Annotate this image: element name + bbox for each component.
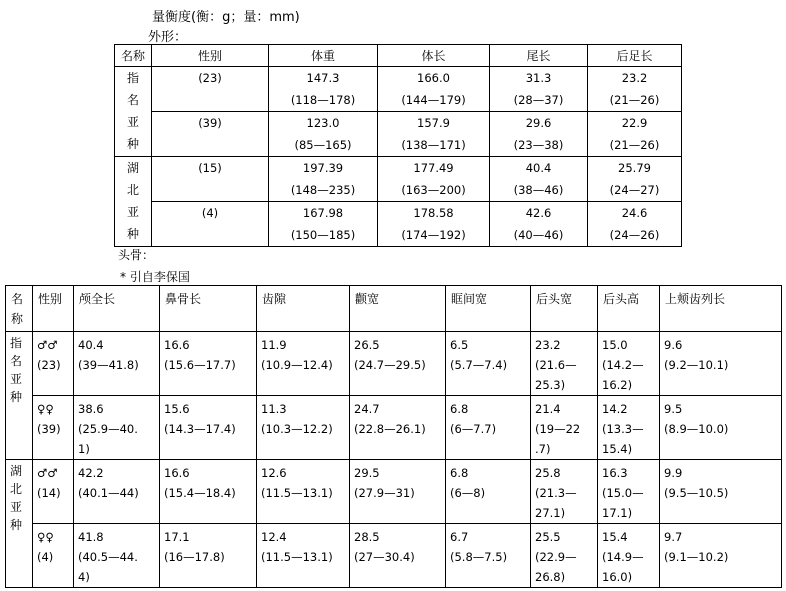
page-heading: 量衡度(衡：g；量：mm): [152, 10, 300, 25]
mean-value: 157.9: [417, 116, 450, 130]
range-value: (25.9—40.: [78, 422, 138, 436]
mean-value: 14.2: [602, 402, 628, 416]
weight-cell: [269, 202, 378, 247]
sex-count: (23): [198, 71, 222, 85]
range-value: (38—46): [513, 183, 564, 197]
measurement-cell: [446, 332, 531, 396]
mean-value: 9.7: [664, 530, 683, 544]
measurement-cell: [598, 332, 660, 396]
sex-symbol: ♂♂: [37, 338, 58, 352]
range-value: (11.5—13.1): [261, 486, 333, 500]
range-value: (40—46): [513, 228, 564, 242]
measurement-cell: [446, 524, 531, 588]
measurement-cell: [74, 524, 160, 588]
mean-value: 25.8: [535, 466, 561, 480]
mean-value: 41.8: [78, 530, 104, 544]
sex-count: (39): [198, 116, 222, 130]
mean-value: 31.3: [525, 71, 552, 85]
mean-value: 11.9: [261, 338, 287, 352]
range-value: (21.6—: [535, 358, 577, 372]
weight-cell: [269, 157, 378, 202]
sex-symbol: ♀♀: [37, 402, 54, 416]
measurement-cell: [660, 460, 782, 524]
mean-value: 24.6: [621, 206, 648, 220]
table-row: [6, 524, 782, 588]
mean-value: 16.3: [602, 466, 628, 480]
range-value: (19—22: [535, 422, 581, 436]
column-header: 尾长: [490, 45, 588, 67]
mean-value: 25.79: [618, 161, 651, 175]
range-value: (150—185): [290, 228, 356, 242]
mean-value: 9.5: [664, 402, 683, 416]
weight-cell: [269, 112, 378, 157]
name-char: 名: [126, 93, 139, 107]
hind-foot-cell: [588, 112, 682, 157]
measurement-cell: [350, 460, 446, 524]
sex-cell: [33, 460, 74, 524]
mean-value: 147.3: [306, 71, 340, 85]
mean-value: 123.0: [306, 116, 340, 130]
sex-cell: [33, 332, 74, 396]
hind-foot-cell: [588, 157, 682, 202]
mean-value: 12.6: [261, 466, 287, 480]
measurement-cell: [446, 396, 531, 460]
range-value: (15.4—18.4): [164, 486, 236, 500]
mean-value: 26.5: [354, 338, 380, 352]
table-row: [115, 112, 682, 157]
range-value: (23—38): [513, 138, 564, 152]
measurement-cell: [160, 396, 257, 460]
name-char: 指: [126, 71, 139, 85]
mean-value: 16.6: [164, 466, 190, 480]
range-value: (5.7—7.4): [450, 358, 508, 372]
weight-cell: [269, 67, 378, 112]
range-value: (27.9—31): [354, 486, 415, 500]
body-length-cell: [378, 157, 490, 202]
mean-value: 17.1: [164, 530, 190, 544]
name-char: 亚: [126, 205, 139, 219]
body-length-cell: [378, 112, 490, 157]
mean-value: 29.5: [354, 466, 380, 480]
sex-count-cell: [152, 112, 269, 157]
measurement-cell: [531, 396, 598, 460]
range-value: (144—179): [401, 93, 466, 107]
skull-section-label: 头骨：: [118, 248, 155, 262]
subspecies-name: 湖北亚种: [6, 460, 33, 588]
range-value: (14.3—17.4): [164, 422, 236, 436]
sex-count-cell: [152, 202, 269, 247]
range-value: 26.8): [535, 570, 566, 584]
table-row: [115, 157, 682, 202]
mean-value: 16.6: [164, 338, 190, 352]
measurement-cell: [531, 332, 598, 396]
mean-value: 6.5: [450, 338, 469, 352]
column-header: 上颊齿列长: [660, 286, 782, 332]
column-header: 体重: [269, 45, 378, 67]
measurement-cell: [160, 460, 257, 524]
range-value: (40.1—44): [78, 486, 139, 500]
mean-value: 9.6: [664, 338, 683, 352]
measurement-cell: [257, 460, 350, 524]
table-row: [6, 396, 782, 460]
measurement-cell: [257, 396, 350, 460]
sex-symbol: ♀♀: [37, 530, 54, 544]
column-header: 名称: [115, 45, 152, 67]
table-header-row: [6, 286, 782, 332]
measurement-cell: [160, 332, 257, 396]
table-row: [6, 460, 782, 524]
range-value: 27.1): [535, 506, 566, 520]
range-value: (6—8): [450, 486, 486, 500]
measurement-cell: [257, 524, 350, 588]
range-value: (85—165): [294, 138, 352, 152]
range-value: (24—27): [609, 183, 660, 197]
body-length-cell: [378, 202, 490, 247]
column-header: 后头高: [598, 286, 660, 332]
range-value: 17.1): [602, 506, 633, 520]
sex-count: (4): [201, 206, 219, 220]
mean-value: 11.3: [261, 402, 287, 416]
column-header: 鼻骨长: [160, 286, 257, 332]
column-header: 名称: [6, 286, 33, 332]
measurement-cell: [350, 396, 446, 460]
measurement-cell: [598, 524, 660, 588]
range-value: (10.3—12.2): [261, 422, 333, 436]
name-char: 北: [126, 183, 139, 197]
mean-value: 25.5: [535, 530, 561, 544]
range-value: (24—26): [609, 228, 660, 242]
mean-value: 6.8: [450, 402, 469, 416]
range-value: 15.4): [602, 442, 633, 456]
mean-value: 166.0: [417, 71, 450, 85]
range-value: (10.9—12.4): [261, 358, 333, 372]
mean-value: 28.5: [354, 530, 380, 544]
table-header-row: [115, 45, 682, 67]
range-value: (15.0—: [602, 486, 644, 500]
hind-foot-cell: [588, 67, 682, 112]
hind-foot-cell: [588, 202, 682, 247]
range-value: (8.9—10.0): [664, 422, 729, 436]
range-value: (21—26): [609, 93, 660, 107]
mean-value: 29.6: [525, 116, 552, 130]
range-value: 25.3): [535, 378, 566, 392]
mean-value: 22.9: [621, 116, 648, 130]
mean-value: 23.2: [535, 338, 561, 352]
range-value: (9.2—10.1): [664, 358, 729, 372]
measurement-cell: [598, 460, 660, 524]
measurement-cell: [531, 460, 598, 524]
range-value: (174—192): [401, 228, 466, 242]
table-row: [115, 67, 682, 112]
range-value: (11.5—13.1): [261, 550, 333, 564]
mean-value: 21.4: [535, 402, 561, 416]
table-row: [6, 332, 782, 396]
name-char: 湖: [126, 161, 139, 175]
sex-count: (39): [37, 422, 61, 436]
column-header: 颅全长: [74, 286, 160, 332]
subspecies-name: [115, 67, 152, 157]
mean-value: 15.4: [602, 530, 628, 544]
column-header: 后头宽: [531, 286, 598, 332]
name-char: 亚: [126, 115, 139, 129]
range-value: (5.8—7.5): [450, 550, 508, 564]
mean-value: 167.98: [302, 206, 344, 220]
mean-value: 6.8: [450, 466, 469, 480]
column-header: 齿隙: [257, 286, 350, 332]
measurement-cell: [160, 524, 257, 588]
table-row: [115, 202, 682, 247]
tail-length-cell: [490, 67, 588, 112]
mean-value: 197.39: [302, 161, 344, 175]
range-value: (13.3—: [602, 422, 644, 436]
sex-count-cell: [152, 67, 269, 112]
source-note: * 引自李保国: [120, 270, 190, 284]
measurement-cell: [257, 332, 350, 396]
mean-value: 40.4: [78, 338, 104, 352]
sex-cell: [33, 396, 74, 460]
range-value: (163—200): [401, 183, 466, 197]
range-value: (22.8—26.1): [354, 422, 426, 436]
range-value: 1): [78, 442, 90, 456]
mean-value: 177.49: [413, 161, 454, 175]
body-length-cell: [378, 67, 490, 112]
mean-value: 24.7: [354, 402, 380, 416]
measurement-cell: [350, 524, 446, 588]
range-value: (14.9—: [602, 550, 644, 564]
sex-symbol: ♂♂: [37, 466, 58, 480]
range-value: (21.3—: [535, 486, 577, 500]
mean-value: 42.2: [78, 466, 104, 480]
measurement-cell: [74, 332, 160, 396]
sex-count: (23): [37, 358, 61, 372]
sex-count: (14): [37, 486, 61, 500]
range-value: 16.2): [602, 378, 633, 392]
range-value: (9.5—10.5): [664, 486, 729, 500]
range-value: .7): [535, 442, 551, 456]
range-value: (39—41.8): [78, 358, 139, 372]
measurement-cell: [74, 396, 160, 460]
name-char: 种: [126, 137, 139, 151]
range-value: (9.1—10.2): [664, 550, 729, 564]
external-measurements-table: [114, 44, 682, 247]
column-header: 颧宽: [350, 286, 446, 332]
range-value: (22.9—: [535, 550, 577, 564]
range-value: 4): [78, 570, 90, 584]
range-value: (21—26): [609, 138, 660, 152]
range-value: (16—17.8): [164, 550, 225, 564]
mean-value: 40.4: [525, 161, 552, 175]
sex-count: (15): [198, 161, 222, 175]
measurement-cell: [660, 524, 782, 588]
tail-length-cell: [490, 112, 588, 157]
measurement-cell: [446, 460, 531, 524]
mean-value: 23.2: [621, 71, 648, 85]
measurement-cell: [74, 460, 160, 524]
mean-value: 38.6: [78, 402, 104, 416]
external-section-label: 外形：: [148, 30, 188, 45]
skull-measurements-table: [5, 285, 782, 588]
range-value: (6—7.7): [450, 422, 497, 436]
range-value: (148—235): [290, 183, 356, 197]
column-header: 后足长: [588, 45, 682, 67]
mean-value: 42.6: [525, 206, 552, 220]
measurement-cell: [660, 396, 782, 460]
mean-value: 12.4: [261, 530, 287, 544]
range-value: (138—171): [401, 138, 466, 152]
name-char: 种: [126, 227, 139, 241]
sex-count-cell: [152, 157, 269, 202]
subspecies-name: 指名亚种: [6, 332, 33, 460]
measurement-cell: [350, 332, 446, 396]
range-value: (14.2—: [602, 358, 644, 372]
range-value: (118—178): [290, 93, 356, 107]
tail-length-cell: [490, 202, 588, 247]
range-value: 16.0): [602, 570, 633, 584]
sex-count: (4): [37, 550, 54, 564]
column-header: 性别: [33, 286, 74, 332]
mean-value: 178.58: [413, 206, 454, 220]
column-header: 眶间宽: [446, 286, 531, 332]
measurement-cell: [598, 396, 660, 460]
tail-length-cell: [490, 157, 588, 202]
sex-cell: [33, 524, 74, 588]
range-value: (28—37): [513, 93, 564, 107]
column-header: 性别: [152, 45, 269, 67]
mean-value: 15.0: [602, 338, 628, 352]
mean-value: 6.7: [450, 530, 469, 544]
mean-value: 15.6: [164, 402, 190, 416]
measurement-cell: [660, 332, 782, 396]
measurement-cell: [531, 524, 598, 588]
range-value: (27—30.4): [354, 550, 415, 564]
mean-value: 9.9: [664, 466, 683, 480]
column-header: 体长: [378, 45, 490, 67]
range-value: (40.5—44.: [78, 550, 138, 564]
range-value: (24.7—29.5): [354, 358, 426, 372]
subspecies-name: [115, 157, 152, 247]
range-value: (15.6—17.7): [164, 358, 236, 372]
